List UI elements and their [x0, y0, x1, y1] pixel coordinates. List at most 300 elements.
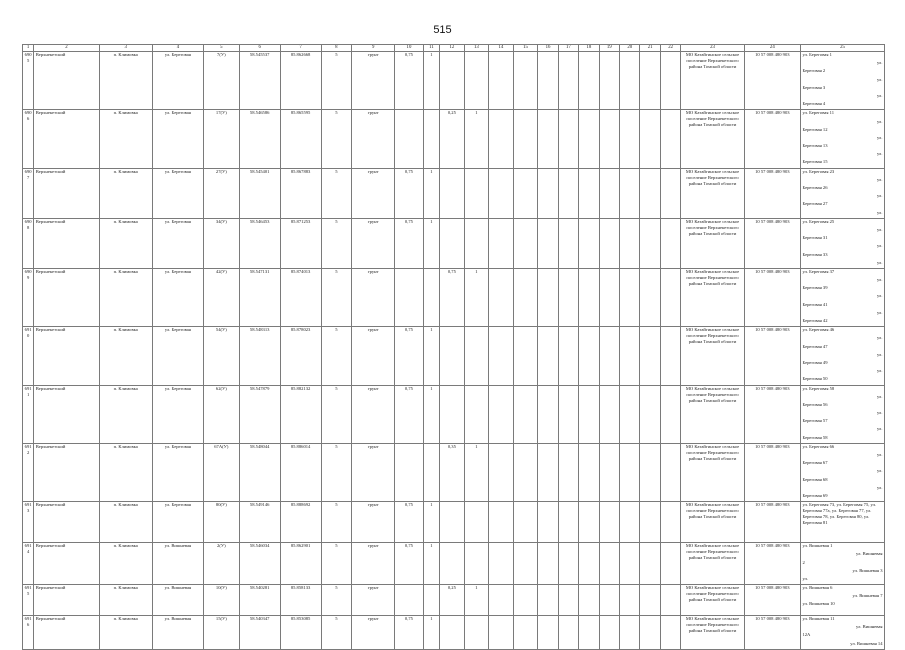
cell-surface: грунт [352, 168, 395, 218]
address-line: ул. Вишневая [855, 551, 883, 557]
column-header: 15 [513, 45, 538, 52]
empty-cell [513, 168, 538, 218]
cell-oktmo: 10 57 008 480 903 [744, 585, 800, 616]
cell-street: ул. Береговая [152, 385, 203, 443]
empty-cell [513, 616, 538, 650]
address-line: ул. [876, 410, 883, 416]
empty-cell [620, 110, 640, 168]
table-row [23, 168, 885, 218]
table-row [23, 616, 885, 650]
address-line: Береговая 27 [802, 201, 828, 207]
column-header: 19 [599, 45, 619, 52]
address-line: ул. Береговая 58 [802, 385, 835, 391]
empty-cell [579, 385, 599, 443]
address-line: Береговая 15 [802, 159, 828, 165]
cell-lat: 58.546453 [239, 218, 280, 268]
empty-cell [489, 543, 514, 585]
cell-width: 5 [321, 543, 352, 585]
column-header: 7 [280, 45, 321, 52]
empty-cell [513, 585, 538, 616]
cell-c12 [423, 443, 439, 501]
address-line: ул. [876, 259, 883, 265]
cell-settlement: п. Климовка [99, 327, 152, 385]
address-line: ул. [876, 243, 883, 249]
cell-c12: 1 [423, 616, 439, 650]
empty-cell [558, 585, 578, 616]
cell-settlement: п. Климовка [99, 443, 152, 501]
cell-surface: грунт [352, 110, 395, 168]
address-line: Береговая 47 [802, 343, 828, 349]
empty-cell [558, 385, 578, 443]
cell-house: 54(У) [203, 327, 239, 385]
column-header: 23 [681, 45, 744, 52]
address-line: ул. [802, 575, 808, 581]
cell-c14 [464, 52, 489, 110]
empty-cell [640, 502, 660, 543]
empty-cell [489, 385, 514, 443]
cell-width: 5 [321, 443, 352, 501]
column-header: 6 [239, 45, 280, 52]
empty-cell [538, 52, 558, 110]
address-line: ул. Вишневая 7 [852, 593, 883, 599]
empty-cell [579, 168, 599, 218]
cell-lat: 58.548044 [239, 443, 280, 501]
address-line: 12А [802, 632, 811, 638]
empty-cell [620, 268, 640, 326]
empty-cell [558, 268, 578, 326]
cell-house: 62(У) [203, 385, 239, 443]
empty-cell [489, 585, 514, 616]
cell-lat: 58.547879 [239, 385, 280, 443]
empty-cell [579, 543, 599, 585]
cell-house: 80(У) [203, 502, 239, 543]
address-line: ул. [876, 351, 883, 357]
cell-surface: грунт [352, 327, 395, 385]
column-header: 10 [395, 45, 424, 52]
table-row [23, 218, 885, 268]
empty-cell [599, 502, 619, 543]
cell-width: 5 [321, 268, 352, 326]
empty-cell [640, 585, 660, 616]
empty-cell [579, 443, 599, 501]
empty-cell [660, 502, 680, 543]
empty-cell [538, 443, 558, 501]
cell-street: ул. Береговая [152, 268, 203, 326]
empty-cell [620, 585, 640, 616]
address-line: ул. [876, 335, 883, 341]
cell-c11: 0,75 [395, 218, 424, 268]
cell-lat: 58.545537 [239, 52, 280, 110]
cell-settlement: п. Климовка [99, 110, 152, 168]
address-line: ул. [876, 76, 883, 82]
cell-street: ул. Вишневая [152, 543, 203, 585]
empty-cell [640, 616, 660, 650]
cell-c11: 0,75 [395, 616, 424, 650]
cell-district: Верхнекетский [34, 585, 99, 616]
empty-cell [599, 327, 619, 385]
cell-c13 [440, 327, 465, 385]
cell-owner: МО Катайгинское сельское поселение Верхнекетского района Томской области [681, 585, 744, 616]
cell-c14 [464, 543, 489, 585]
empty-cell [599, 52, 619, 110]
cell-address [800, 327, 884, 385]
cell-c12 [423, 585, 439, 616]
header-row [23, 45, 885, 52]
cell-district: Верхнекетский [34, 168, 99, 218]
cell-district: Верхнекетский [34, 218, 99, 268]
cell-district: Верхнекетский [34, 502, 99, 543]
address-line: Береговая 58 [802, 434, 828, 440]
address-line: Береговая 68 [802, 476, 828, 482]
cell-c14 [464, 168, 489, 218]
cell-surface: грунт [352, 502, 395, 543]
empty-cell [538, 168, 558, 218]
cell-oktmo: 10 57 008 480 903 [744, 110, 800, 168]
cell-lat: 58.540347 [239, 616, 280, 650]
cell-settlement: п. Климовка [99, 385, 152, 443]
column-header: 22 [660, 45, 680, 52]
cell-c11: 0,75 [395, 543, 424, 585]
cell-settlement: п. Климовка [99, 502, 152, 543]
column-header: 13 [464, 45, 489, 52]
empty-cell [599, 385, 619, 443]
cell-c13: 0,25 [440, 585, 465, 616]
cell-street: ул. Береговая [152, 443, 203, 501]
cell-width: 5 [321, 327, 352, 385]
column-header: 18 [579, 45, 599, 52]
empty-cell [620, 616, 640, 650]
cell-address [800, 585, 884, 616]
cell-c13: 0,75 [440, 268, 465, 326]
address-line: ул. Вишневая 6 [802, 585, 833, 591]
cell-lon: 85.886014 [280, 443, 321, 501]
cell-c12: 1 [423, 543, 439, 585]
address-line: ул. [876, 134, 883, 140]
cell-surface: грунт [352, 52, 395, 110]
address-line: ул. Береговая 37 [802, 268, 835, 274]
cell-c13 [440, 218, 465, 268]
address-line: ул. [876, 118, 883, 124]
empty-cell [640, 543, 660, 585]
table-row [23, 268, 885, 326]
cell-c11 [395, 585, 424, 616]
cell-c11: 0,75 [395, 52, 424, 110]
cell-width: 5 [321, 110, 352, 168]
cell-oktmo: 10 57 008 480 903 [744, 268, 800, 326]
cell-owner: МО Катайгинское сельское поселение Верхнекетского района Томской области [681, 327, 744, 385]
cell-width: 5 [321, 218, 352, 268]
cell-c13 [440, 616, 465, 650]
empty-cell [489, 268, 514, 326]
cell-oktmo: 10 57 008 480 903 [744, 443, 800, 501]
cell-lon: 85.865595 [280, 110, 321, 168]
cell-street: ул. Вишневая [152, 616, 203, 650]
empty-cell [489, 616, 514, 650]
address-line: Береговая 12 [802, 126, 828, 132]
cell-c13 [440, 52, 465, 110]
address-line: ул. [876, 368, 883, 374]
cell-lon: 85.858133 [280, 585, 321, 616]
cell-district: Верхнекетский [34, 268, 99, 326]
empty-cell [620, 543, 640, 585]
cell-c11: 0,75 [395, 385, 424, 443]
cell-c13 [440, 543, 465, 585]
cell-surface: грунт [352, 543, 395, 585]
empty-cell [640, 443, 660, 501]
empty-cell [660, 168, 680, 218]
cell-surface: грунт [352, 585, 395, 616]
empty-cell [558, 327, 578, 385]
empty-cell [558, 110, 578, 168]
cell-lat: 58.549146 [239, 502, 280, 543]
column-header: 9 [352, 45, 395, 52]
address-line: Береговая 39 [802, 285, 828, 291]
table-row [23, 52, 885, 110]
empty-cell [579, 110, 599, 168]
empty-cell [513, 218, 538, 268]
cell-c11 [395, 268, 424, 326]
cell-id: 6910 [23, 327, 34, 385]
empty-cell [599, 443, 619, 501]
cell-settlement: п. Климовка [99, 52, 152, 110]
cell-lat: 58.546586 [239, 110, 280, 168]
cell-id: 6913 [23, 502, 34, 543]
cell-house: 42(У) [203, 268, 239, 326]
cell-settlement: п. Климовка [99, 168, 152, 218]
cell-street: ул. Береговая [152, 168, 203, 218]
table-row [23, 327, 885, 385]
cell-house: 7(У) [203, 52, 239, 110]
cell-id: 6916 [23, 616, 34, 650]
table-row [23, 110, 885, 168]
cell-house: 17(У) [203, 110, 239, 168]
empty-cell [620, 327, 640, 385]
cell-lon: 85.871253 [280, 218, 321, 268]
cell-oktmo: 10 57 008 480 903 [744, 52, 800, 110]
cell-owner: МО Катайгинское сельское поселение Верхнекетского района Томской области [681, 268, 744, 326]
cell-district: Верхнекетский [34, 616, 99, 650]
cell-settlement: п. Климовка [99, 543, 152, 585]
cell-id: 6908 [23, 218, 34, 268]
column-header: 16 [538, 45, 558, 52]
cell-district: Верхнекетский [34, 543, 99, 585]
cell-c14: 1 [464, 585, 489, 616]
empty-cell [660, 543, 680, 585]
cell-c11: 0,75 [395, 168, 424, 218]
address-line: ул. Береговая 23 [802, 168, 835, 174]
cell-address [800, 218, 884, 268]
empty-cell [558, 443, 578, 501]
address-line: ул. Вишневая 1 [802, 543, 833, 549]
cell-lon: 85.882132 [280, 385, 321, 443]
empty-cell [599, 110, 619, 168]
column-header: 1 [23, 45, 34, 52]
table-row [23, 443, 885, 501]
cell-lat: 58.546034 [239, 543, 280, 585]
cell-settlement: п. Климовка [99, 218, 152, 268]
empty-cell [579, 52, 599, 110]
cell-c14 [464, 218, 489, 268]
address-line: Береговая 42 [802, 318, 828, 323]
cell-address [800, 443, 884, 501]
cell-settlement: п. Климовка [99, 268, 152, 326]
address-line: ул. Береговая 66 [802, 443, 835, 449]
address-line: ул. Береговая 73, ул. Береговая 75, ул. Береговая 77а, ул. Береговая 77, ул. Береговая 78, ул. Береговая 80, ул. Береговая 81 [802, 502, 877, 526]
empty-cell [579, 327, 599, 385]
cell-c13: 0,25 [440, 110, 465, 168]
cell-lon: 85.862901 [280, 543, 321, 585]
address-line: Береговая 49 [802, 359, 828, 365]
cell-owner: МО Катайгинское сельское поселение Верхнекетского района Томской области [681, 218, 744, 268]
cell-address [800, 268, 884, 326]
cell-oktmo: 10 57 008 480 903 [744, 616, 800, 650]
cell-c14 [464, 385, 489, 443]
empty-cell [660, 616, 680, 650]
cell-owner: МО Катайгинское сельское поселение Верхнекетского района Томской области [681, 385, 744, 443]
cell-oktmo: 10 57 008 480 903 [744, 168, 800, 218]
empty-cell [538, 268, 558, 326]
address-line: Береговая 69 [802, 492, 828, 498]
cell-street: ул. Вишневая [152, 585, 203, 616]
cell-owner: МО Катайгинское сельское поселение Верхнекетского района Томской области [681, 543, 744, 585]
cell-c12: 1 [423, 327, 439, 385]
cell-c11 [395, 110, 424, 168]
empty-cell [660, 327, 680, 385]
empty-cell [660, 218, 680, 268]
cell-surface: грунт [352, 385, 395, 443]
empty-cell [538, 502, 558, 543]
empty-cell [558, 543, 578, 585]
cell-address [800, 110, 884, 168]
cell-address [800, 543, 884, 585]
cell-id: 6905 [23, 52, 34, 110]
empty-cell [620, 443, 640, 501]
empty-cell [538, 616, 558, 650]
cell-owner: МО Катайгинское сельское поселение Верхнекетского района Томской области [681, 110, 744, 168]
cell-settlement: п. Климовка [99, 585, 152, 616]
address-line: Береговая 41 [802, 301, 828, 307]
empty-cell [558, 218, 578, 268]
cell-lon: 85.862668 [280, 52, 321, 110]
empty-cell [513, 52, 538, 110]
empty-cell [513, 543, 538, 585]
column-header: 5 [203, 45, 239, 52]
address-line: Береговая 56 [802, 401, 828, 407]
cell-lon: 85.867883 [280, 168, 321, 218]
empty-cell [640, 168, 660, 218]
cell-c14 [464, 616, 489, 650]
cell-district: Верхнекетский [34, 52, 99, 110]
empty-cell [640, 385, 660, 443]
cell-width: 5 [321, 168, 352, 218]
empty-cell [489, 52, 514, 110]
cell-owner: МО Катайгинское сельское поселение Верхнекетского района Томской области [681, 616, 744, 650]
cell-lon: 85.878023 [280, 327, 321, 385]
empty-cell [558, 616, 578, 650]
cell-house: 67А(У) [203, 443, 239, 501]
address-line: ул. [876, 426, 883, 432]
cell-house: 2(У) [203, 543, 239, 585]
cell-c12: 1 [423, 502, 439, 543]
cell-address [800, 385, 884, 443]
empty-cell [640, 268, 660, 326]
address-line: ул. [876, 484, 883, 490]
empty-cell [660, 385, 680, 443]
empty-cell [660, 443, 680, 501]
cell-district: Верхнекетский [34, 327, 99, 385]
cell-address [800, 502, 884, 543]
empty-cell [538, 385, 558, 443]
empty-cell [660, 268, 680, 326]
address-line: ул. [876, 468, 883, 474]
cell-id: 6915 [23, 585, 34, 616]
cell-surface: грунт [352, 443, 395, 501]
cell-lat: 58.548313 [239, 327, 280, 385]
empty-cell [640, 52, 660, 110]
cell-c14: 1 [464, 110, 489, 168]
column-header: 11 [423, 45, 439, 52]
cell-id: 6914 [23, 543, 34, 585]
table-row [23, 543, 885, 585]
column-header: 21 [640, 45, 660, 52]
table-row [23, 502, 885, 543]
cell-c11: 0,75 [395, 502, 424, 543]
cell-street: ул. Береговая [152, 327, 203, 385]
column-header: 2 [34, 45, 99, 52]
cell-id: 6909 [23, 268, 34, 326]
address-line: ул. [876, 293, 883, 299]
empty-cell [489, 168, 514, 218]
empty-cell [579, 502, 599, 543]
address-line: ул. Вишневая 10 [802, 601, 835, 607]
table-row [23, 585, 885, 616]
address-line: 2 [802, 559, 805, 565]
cell-oktmo: 10 57 008 480 903 [744, 218, 800, 268]
cell-house: 10(У) [203, 585, 239, 616]
cell-width: 5 [321, 585, 352, 616]
empty-cell [513, 443, 538, 501]
empty-cell [579, 616, 599, 650]
empty-cell [599, 616, 619, 650]
cell-district: Верхнекетский [34, 385, 99, 443]
cell-c13 [440, 385, 465, 443]
table-body [23, 45, 885, 650]
cell-id: 6911 [23, 385, 34, 443]
cell-c14: 1 [464, 268, 489, 326]
column-header: 8 [321, 45, 352, 52]
cell-street: ул. Береговая [152, 502, 203, 543]
cell-district: Верхнекетский [34, 443, 99, 501]
empty-cell [489, 502, 514, 543]
cell-district: Верхнекетский [34, 110, 99, 168]
empty-cell [599, 585, 619, 616]
address-line: ул. [876, 393, 883, 399]
column-header: 14 [489, 45, 514, 52]
empty-cell [513, 327, 538, 385]
empty-cell [579, 585, 599, 616]
cell-width: 5 [321, 385, 352, 443]
address-line: Береговая 50 [802, 376, 828, 382]
cell-c14: 1 [464, 443, 489, 501]
cell-street: ул. Береговая [152, 218, 203, 268]
address-line: Береговая 4 [802, 101, 826, 107]
cell-owner: МО Катайгинское сельское поселение Верхнекетского района Томской области [681, 443, 744, 501]
address-line: ул. Береговая 11 [802, 110, 835, 116]
cell-width: 5 [321, 502, 352, 543]
cell-house: 15(У) [203, 616, 239, 650]
cell-c12 [423, 110, 439, 168]
empty-cell [489, 443, 514, 501]
